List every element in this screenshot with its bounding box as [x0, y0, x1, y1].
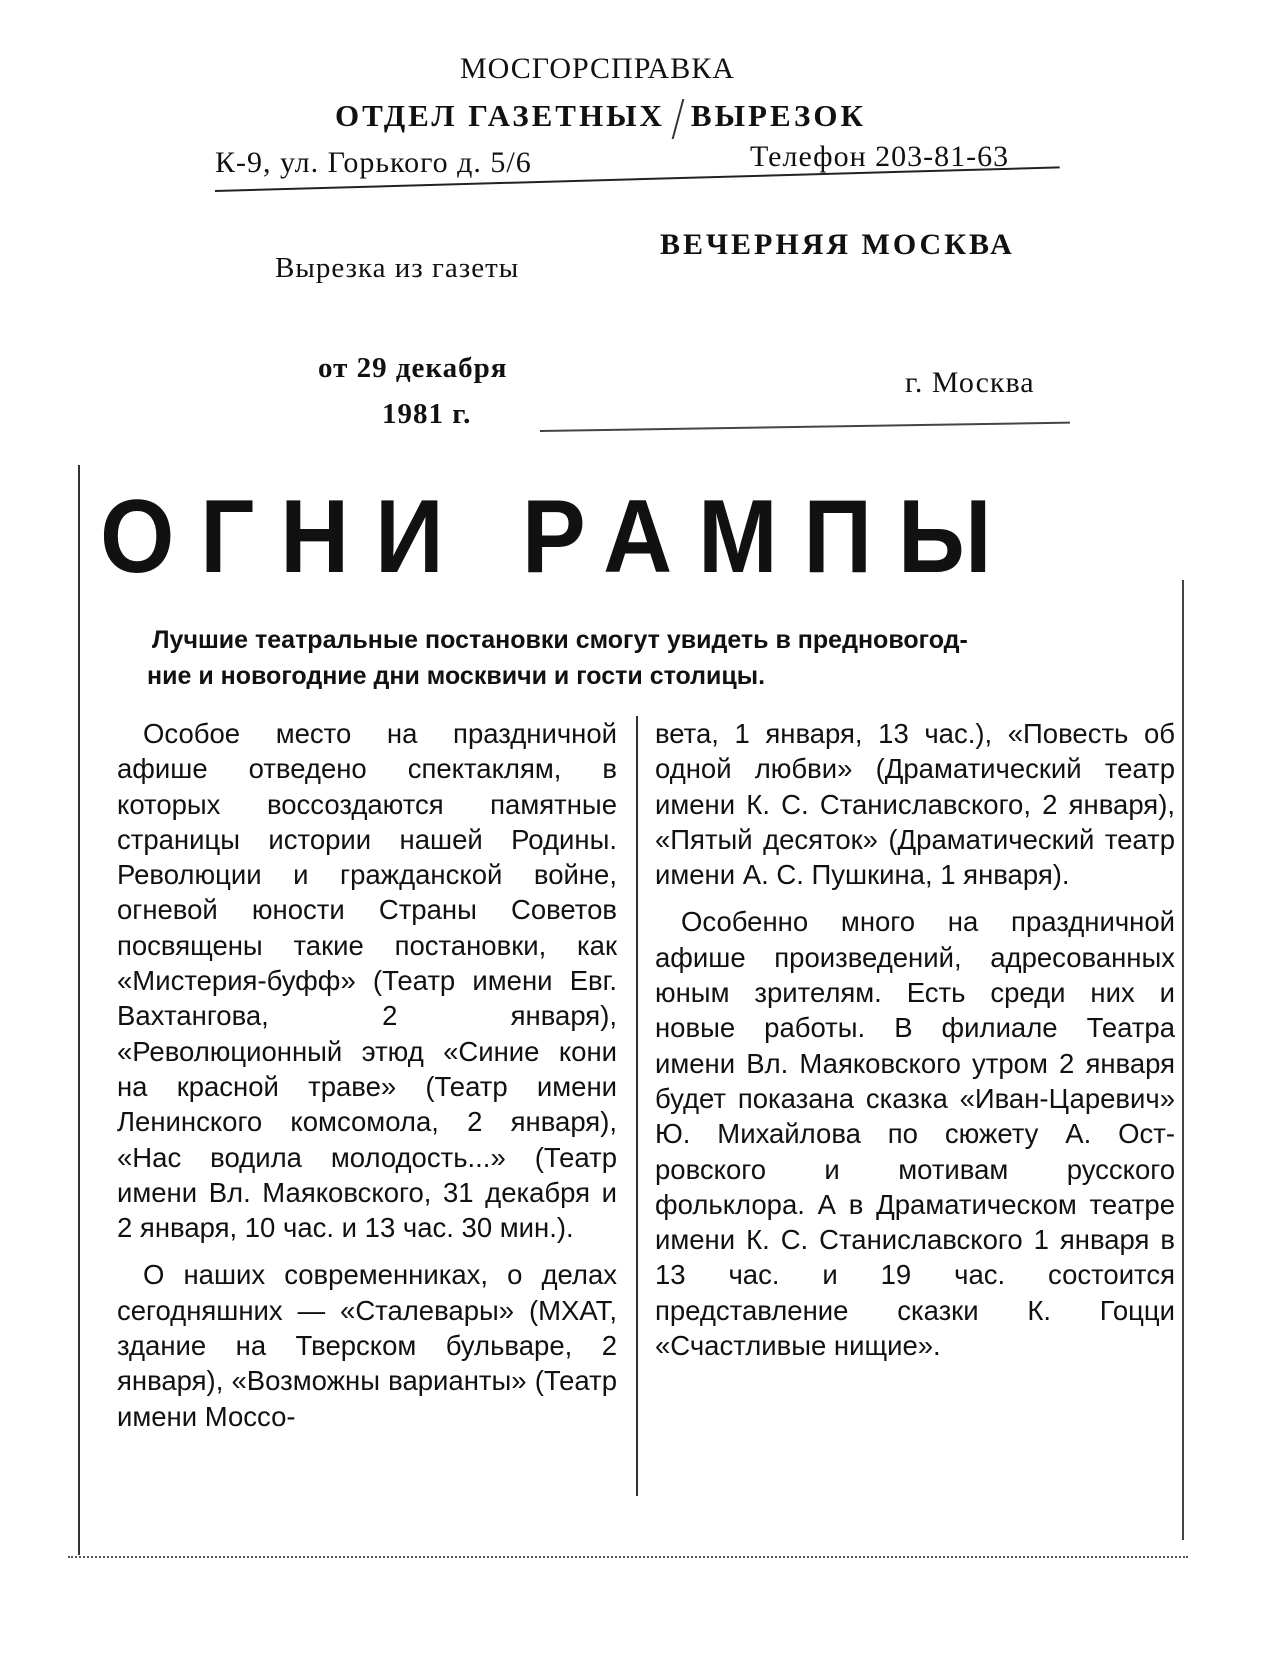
- slash-divider: [672, 99, 685, 139]
- clip-year: 1981 г.: [382, 398, 472, 430]
- department-left: ОТДЕЛ ГАЗЕТНЫХ: [335, 98, 665, 133]
- clipping-edge-bottom: [68, 1556, 1188, 1559]
- paragraph-text: О наших современниках, о делах сегодняшних — «Сталевары» (МХАТ, здание на Тверском бульваре, 2 января), «Возможны варианты» (Театр имени Моссо-: [117, 1259, 617, 1432]
- clip-date: от 29 декабря: [318, 352, 508, 384]
- article-lead: [147, 622, 1162, 694]
- address-line: [215, 140, 1010, 180]
- newspaper-name: ВЕЧЕРНЯЯ МОСКВА: [660, 228, 1015, 261]
- paragraph: [655, 904, 1175, 1363]
- paragraph: [117, 1257, 617, 1433]
- clipping-edge-left: [78, 465, 80, 1555]
- lead-line-1: Лучшие театральные постановки смогут увидеть в предновогод-: [152, 626, 968, 654]
- clip-label: Вырезка из газеты: [275, 252, 520, 284]
- paragraph-text: Особенно много на праздничной афише произведений, адресованных юным зрителям. Есть среди них и новые работы. В филиале Театра имени Вл. Маяковского утром 2 января будет показана сказка «Иван-Царевич» Ю. Михайлова по сюжету А. Островского и мотивам русского фольклора. А в Драматическом театре имени К. С. Станиславского 1 января в 13 час. и 19 час. состоится представление сказки К. Гоцци «Счастливые нищие».: [655, 906, 1175, 1362]
- paragraph: [655, 716, 1175, 892]
- article-column-1: [117, 716, 617, 1434]
- paragraph-text: Особое место на праздничной афише отведено спектаклям, в которых воссоздаются памятные страницы истории нашей Родины. Революции и гражданской войне, огневой юности Страны Советов посвящены такие постановки, как «Мистерия-буфф» (Театр имени Евг. Вахтангова, 2 января), «Революционный этюд «Синие кони на красной траве» (Театр имени Ленинского комсомола, 2 января), «Нас водила молодость...» (Театр имени Вл. Маяковского, 31 декабря и 2 января, 10 час. и 13 час. 30 мин.).: [117, 718, 617, 1244]
- department-right: ВЫРЕЗОК: [690, 98, 866, 133]
- article-headline: ОГНИ РАМПЫ: [100, 479, 1018, 595]
- agency-name: МОСГОРСПРАВКА: [460, 52, 735, 85]
- address: К-9, ул. Горького д. 5/6: [215, 146, 532, 179]
- clipping-edge-right: [1182, 580, 1184, 1540]
- article-column-2: [655, 716, 1175, 1363]
- paragraph: [117, 716, 617, 1245]
- column-divider: [636, 716, 638, 1496]
- date-rule: [540, 422, 1070, 432]
- lead-line-2: ние и новогодние дни москвичи и гости столицы.: [147, 662, 766, 690]
- department-name: [335, 98, 866, 139]
- clip-city: г. Москва: [905, 366, 1035, 399]
- paragraph-text: вета, 1 января, 13 час.), «Повесть об одной любви» (Драматический театр имени К. С. Станиславского, 2 января), «Пятый десяток» (Драматический театр имени А. С. Пушкина, 1 января).: [655, 718, 1175, 891]
- phone: Телефон 203-81-63: [750, 140, 1010, 173]
